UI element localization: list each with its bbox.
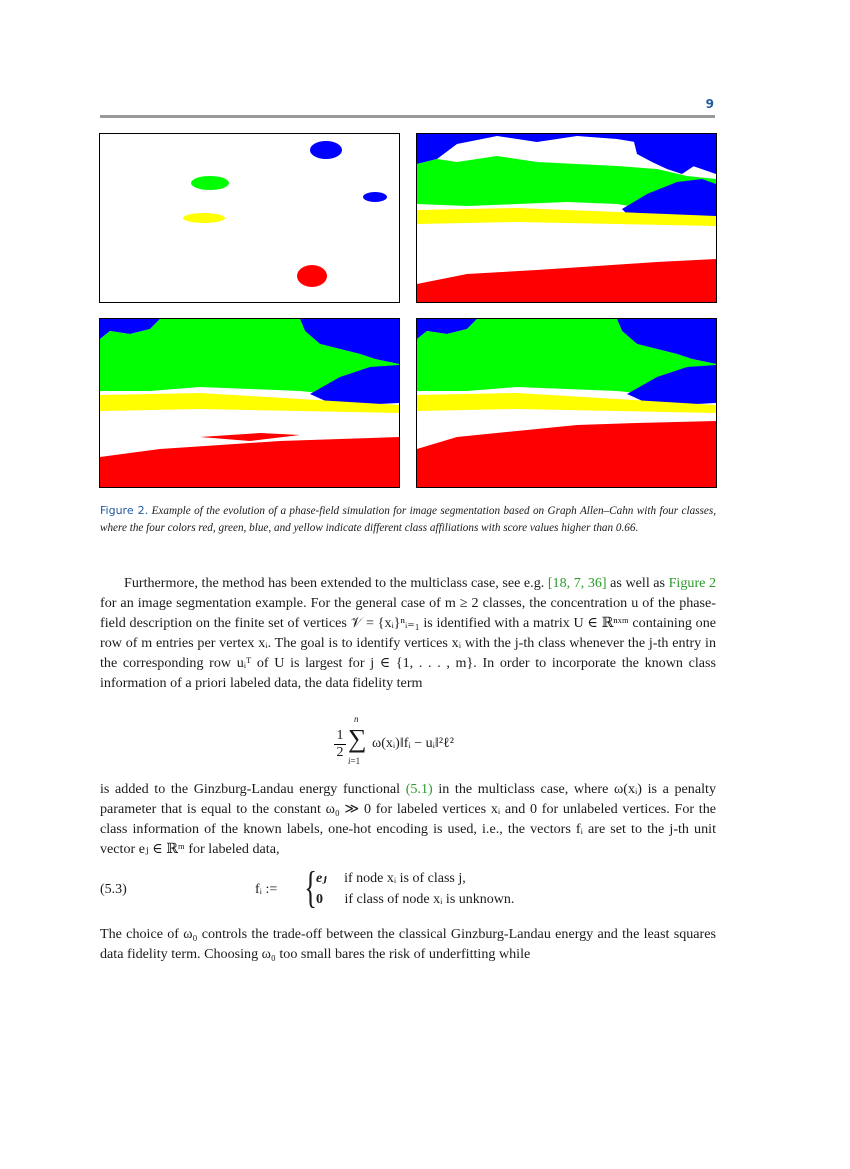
citation-link[interactable]: [18, 7, 36] xyxy=(547,575,607,591)
case1-condition: if node xᵢ is of class j, xyxy=(344,871,466,886)
figure-caption xyxy=(100,502,716,537)
p2-text-b: in the multiclass case, where ω(xᵢ) is a penalty parameter that is equal to the constant ω₀ ≫ 0 for labeled vertices xᵢ and 0 for unlabeled vertices. For the class information of the known labels, one-hot encoding is used, i.e., the vectors fᵢ are set to the j-th unit vector eⱼ ∈ ℝᵐ for labeled data, xyxy=(100,781,716,857)
equation-fidelity-term: $\frac{1}{2}$ n ∑ i=1 ω(xᵢ)‖fᵢ − uᵢ‖²ℓ² xyxy=(334,722,534,772)
equation-lhs: fᵢ := xyxy=(255,882,278,897)
p2-text-a: is added to the Ginzburg-Landau energy functional xyxy=(100,781,406,797)
case1-value: eⱼ xyxy=(316,871,327,886)
p1-text-a: Furthermore, the method has been extended to the multiclass case, see e.g. xyxy=(124,575,548,591)
figure-panel-step3 xyxy=(99,318,400,488)
p3-text: The choice of ω₀ controls the trade-off between the classical Ginzburg-Landau energy and the least squares data fidelity term. Choosing ω₀ too small bares the risk of underfitting while xyxy=(100,926,716,962)
equation-fidelity-body: ω(xᵢ)‖fᵢ − uᵢ‖²ℓ² xyxy=(372,736,454,751)
case2-condition: if class of node xᵢ is unknown. xyxy=(344,892,515,907)
header-rule xyxy=(100,115,715,118)
figure-panel-step4 xyxy=(416,318,717,488)
equation-number: (5.3) xyxy=(100,882,127,897)
figure-panel-initial xyxy=(99,133,400,303)
p1-text-c: for an image segmentation example. For the general case of m ≥ 2 classes, the concentration u of the phase-field description on the finite set of vertices 𝒱 = {xᵢ}ⁿᵢ₌₁ is identified with a matrix U ∈ ℝⁿˣᵐ containing one row of m entries per vertex xᵢ. The goal is to identify vertices xᵢ with the j-th class whenever the j-th entry in the corresponding row uᵢᵀ of U is largest for j ∈ {1, . . . , m}. In order to incorporate the known class information of a priori labeled data, the data fidelity term xyxy=(100,595,716,691)
p1-text-b: as well as xyxy=(606,575,669,591)
figure-panel-step2 xyxy=(416,133,717,303)
equation-brace: { xyxy=(304,863,317,912)
paragraph-2 xyxy=(100,779,716,859)
equation-link[interactable]: (5.1) xyxy=(405,781,433,797)
paragraph-1 xyxy=(100,573,716,693)
case2-value: 0 xyxy=(316,892,323,907)
equation-5-3 xyxy=(100,863,716,918)
figure-caption-text: Example of the evolution of a phase-field simulation for image segmentation based on Graph Allen–Cahn with four classes, where the four colors red, green, blue, and yellow indicate different class affiliations with score values higher than 0.66. xyxy=(100,505,717,534)
figure-link[interactable]: Figure 2 xyxy=(668,575,716,591)
equation-case-2 xyxy=(316,892,514,908)
page-number: 9 xyxy=(705,97,714,111)
figure-label: Figure 2. xyxy=(100,504,149,517)
paragraph-3 xyxy=(100,924,716,964)
equation-case-1 xyxy=(316,870,466,887)
